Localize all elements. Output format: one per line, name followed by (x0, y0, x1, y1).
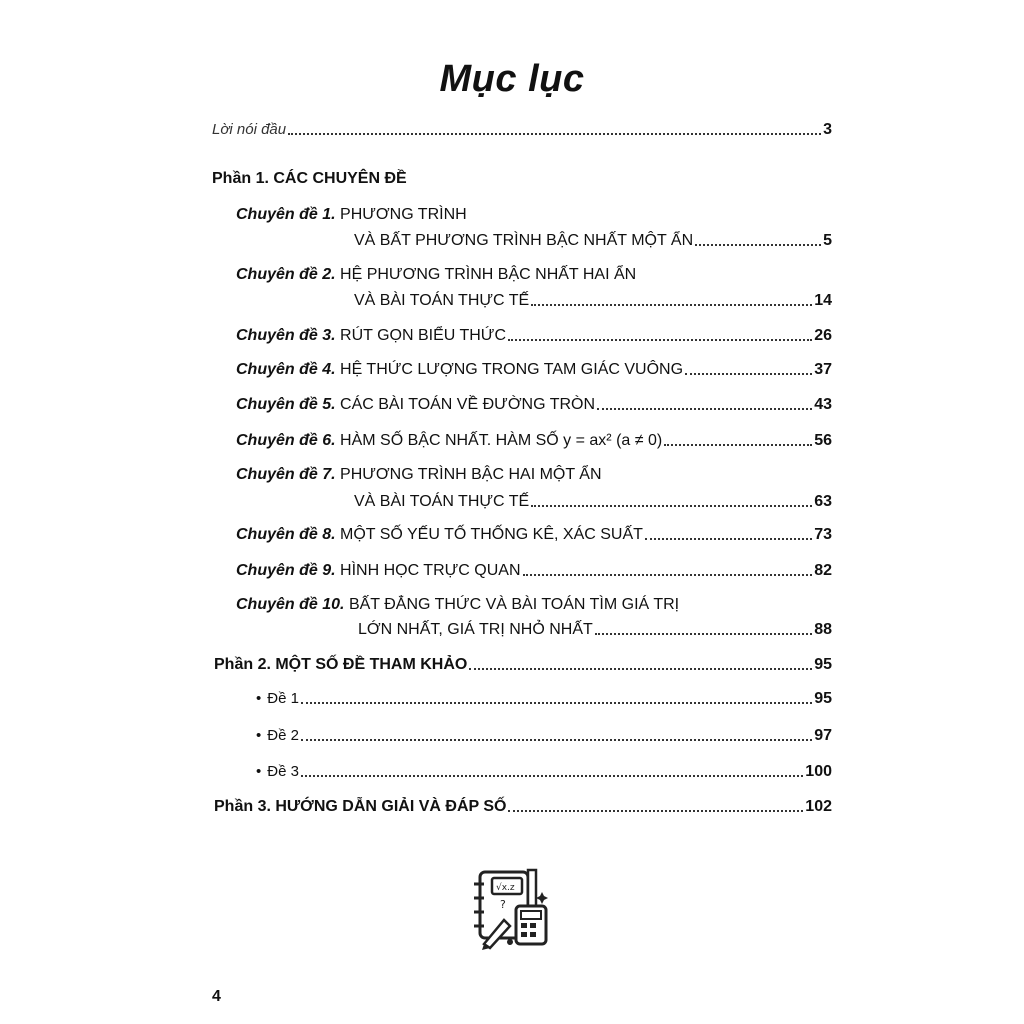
leader-dots (645, 537, 812, 540)
chapter-2-line1[interactable] (236, 266, 636, 284)
chapter-3-number: Chuyên đề 3. (236, 327, 336, 344)
chapter-7-line1[interactable] (236, 466, 602, 484)
leader-dots (595, 632, 812, 635)
chapter-1-page: 5 (823, 232, 832, 249)
exam-2-page: 97 (814, 727, 832, 744)
chapter-6-page: 56 (814, 432, 832, 449)
leader-dots (597, 407, 812, 410)
toc-intro[interactable] (212, 121, 832, 139)
leader-dots (301, 701, 812, 704)
chapter-9-number: Chuyên đề 9. (236, 562, 336, 579)
chapter-7-title: PHƯƠNG TRÌNH BẬC HAI MỘT ẨN (340, 466, 602, 483)
chapter-1-line2[interactable] (354, 232, 832, 250)
intro-page: 3 (823, 121, 832, 138)
chapter-2-subtitle: VÀ BÀI TOÁN THỰC TẾ (354, 292, 530, 309)
icon-question: ? (500, 898, 506, 911)
part2-page: 95 (814, 656, 832, 673)
chapter-7-line2[interactable] (354, 493, 832, 511)
chapter-2-line2[interactable] (354, 292, 832, 310)
chapter-8-page: 73 (814, 526, 832, 543)
chapter-7-number: Chuyên đề 7. (236, 466, 336, 483)
chapter-5-page: 43 (814, 396, 832, 413)
part2[interactable] (214, 656, 832, 674)
chapter-3-page: 26 (814, 327, 832, 344)
chapter-5-number: Chuyên đề 5. (236, 396, 336, 413)
exam-2[interactable] (256, 727, 832, 745)
chapter-6[interactable] (236, 432, 832, 450)
chapter-7-subtitle: VÀ BÀI TOÁN THỰC TẾ (354, 493, 530, 510)
exam-3[interactable] (256, 763, 832, 781)
leader-dots (531, 303, 812, 306)
notebook-calculator-icon (470, 866, 554, 950)
exam-3-label: Đề 3 (267, 763, 299, 780)
chapter-4-number: Chuyên đề 4. (236, 361, 336, 378)
part3-heading: Phần 3. HƯỚNG DẪN GIẢI VÀ ĐÁP SỐ (214, 798, 507, 815)
page-number: 4 (212, 988, 221, 1005)
leader-dots (508, 809, 803, 812)
chapter-1-subtitle: VÀ BẤT PHƯƠNG TRÌNH BẬC NHẤT MỘT ẨN (354, 232, 694, 249)
part3[interactable] (214, 798, 832, 816)
leader-dots (531, 504, 812, 507)
chapter-2-page: 14 (814, 292, 832, 309)
part2-heading: Phần 2. MỘT SỐ ĐỀ THAM KHẢO (214, 656, 468, 673)
chapter-4[interactable] (236, 361, 832, 379)
leader-dots (288, 132, 821, 135)
chapter-7-page: 63 (814, 493, 832, 510)
leader-dots (301, 738, 812, 741)
chapter-10-page: 88 (814, 621, 832, 638)
chapter-10-line1[interactable] (236, 596, 679, 614)
exam-1-label: Đề 1 (267, 690, 299, 707)
chapter-2-title: HỆ PHƯƠNG TRÌNH BẬC NHẤT HAI ẨN (340, 266, 637, 283)
leader-dots (695, 243, 821, 246)
chapter-4-page: 37 (814, 361, 832, 378)
chapter-3-title: RÚT GỌN BIỂU THỨC (340, 327, 507, 344)
exam-2-label: Đề 2 (267, 727, 299, 744)
chapter-10-line2[interactable] (358, 621, 832, 639)
part1-heading: Phần 1. CÁC CHUYÊN ĐỀ (212, 170, 407, 187)
chapter-1-number: Chuyên đề 1. (236, 206, 336, 223)
chapter-9-page: 82 (814, 562, 832, 579)
bullet-icon: • (256, 690, 262, 707)
chapter-6-title: HÀM SỐ BẬC NHẤT. HÀM SỐ y = ax² (a ≠ 0) (340, 432, 663, 449)
leader-dots (523, 573, 813, 576)
icon-formula: √x.z (496, 883, 515, 893)
chapter-4-title: HỆ THỨC LƯỢNG TRONG TAM GIÁC VUÔNG (340, 361, 684, 378)
chapter-6-number: Chuyên đề 6. (236, 432, 336, 449)
chapter-8-number: Chuyên đề 8. (236, 526, 336, 543)
exam-3-page: 100 (805, 763, 832, 780)
intro-label: Lời nói đầu (212, 121, 287, 138)
chapter-8[interactable] (236, 526, 832, 544)
leader-dots (301, 774, 803, 777)
bullet-icon: • (256, 763, 262, 780)
chapter-1-line1[interactable] (236, 206, 467, 224)
exam-1[interactable] (256, 690, 832, 708)
chapter-10-title: BẤT ĐẲNG THỨC VÀ BÀI TOÁN TÌM GIÁ TRỊ (348, 596, 680, 613)
leader-dots (508, 338, 812, 341)
chapter-2-number: Chuyên đề 2. (236, 266, 336, 283)
chapter-5-title: CÁC BÀI TOÁN VỀ ĐƯỜNG TRÒN (340, 396, 596, 413)
leader-dots (685, 372, 812, 375)
chapter-8-title: MỘT SỐ YẾU TỐ THỐNG KÊ, XÁC SUẤT (340, 526, 643, 543)
leader-dots (469, 667, 812, 670)
leader-dots (664, 443, 812, 446)
chapter-3[interactable] (236, 327, 832, 345)
chapter-9[interactable] (236, 562, 832, 580)
part3-page: 102 (805, 798, 832, 815)
chapter-10-number: Chuyên đề 10. (236, 596, 345, 613)
bullet-icon: • (256, 727, 262, 744)
chapter-5[interactable] (236, 396, 832, 414)
chapter-10-subtitle: LỚN NHẤT, GIÁ TRỊ NHỎ NHẤT (358, 621, 593, 638)
exam-1-page: 95 (814, 690, 832, 707)
chapter-9-title: HÌNH HỌC TRỰC QUAN (340, 562, 521, 579)
page-title: Mục lục (439, 58, 585, 100)
chapter-1-title: PHƯƠNG TRÌNH (340, 206, 467, 223)
